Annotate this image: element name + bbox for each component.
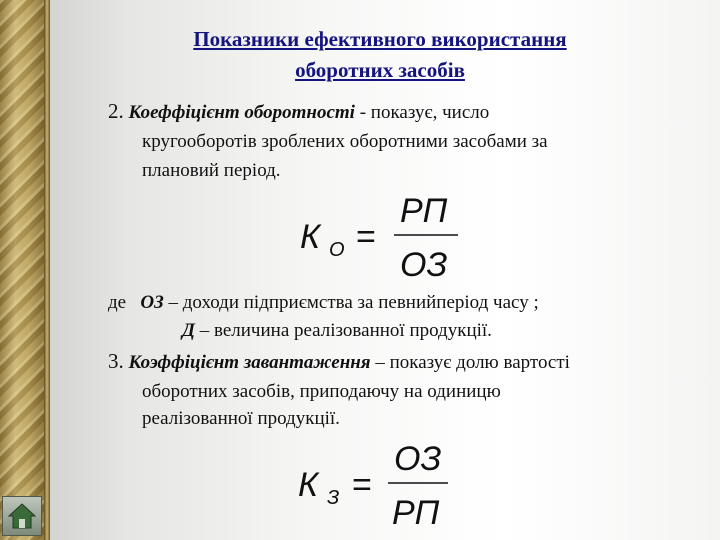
formula2-numerator: ОЗ xyxy=(394,440,442,478)
formula2-lhs: К xyxy=(298,466,319,504)
formula1-equals: = xyxy=(356,218,376,256)
home-button[interactable] xyxy=(2,496,42,536)
item2-term: Коеффіцієнт оборотності xyxy=(128,102,355,123)
title-line-1: Показники ефективного використання xyxy=(193,27,567,51)
item3-line2: оборотних засобів, приподаючу на одиницю xyxy=(142,381,501,402)
item2-line3: плановий період. xyxy=(142,160,281,181)
item2-number: 2. xyxy=(108,99,124,123)
item3-number: 3. xyxy=(108,349,124,373)
item3-line1 xyxy=(108,348,708,376)
title-line-2: оборотних засобів xyxy=(295,58,465,82)
formula1-denominator: ОЗ xyxy=(400,246,448,284)
home-icon xyxy=(7,502,37,530)
item3-term: Коэффіцієнт завантаження xyxy=(128,352,371,373)
item3-text-1: – показує долю вартості xyxy=(370,352,570,373)
definition-oz xyxy=(108,290,708,316)
decorative-sidebar xyxy=(0,0,44,540)
formula-turnover xyxy=(298,188,468,284)
slide-title xyxy=(100,24,660,86)
formula2-denominator: РП xyxy=(392,494,440,532)
definition-oz-text: – доходи підприємства за певнийперіод часу ; xyxy=(163,292,539,313)
item2-line1 xyxy=(108,98,698,126)
item2-line2: кругооборотів зроблених оборотними засобами за xyxy=(142,131,548,152)
definition-oz-symbol: ОЗ xyxy=(140,292,164,313)
formula1-lhs: К xyxy=(300,218,321,256)
item2-text-1: - показує, число xyxy=(354,102,490,123)
formula2-lhs-sub: З xyxy=(327,487,340,509)
definition-prefix: де xyxy=(108,292,127,313)
item3-line3: реалізованної продукції. xyxy=(142,408,340,429)
definition-d xyxy=(182,318,702,344)
definition-d-symbol: Д xyxy=(182,320,195,341)
formula-load xyxy=(296,436,466,536)
sidebar-border xyxy=(44,0,50,540)
formula1-numerator: РП xyxy=(400,192,448,230)
formula1-lhs-sub: О xyxy=(329,239,345,261)
definition-d-text: – величина реалізованної продукції. xyxy=(194,320,492,341)
formula2-equals: = xyxy=(352,466,372,504)
